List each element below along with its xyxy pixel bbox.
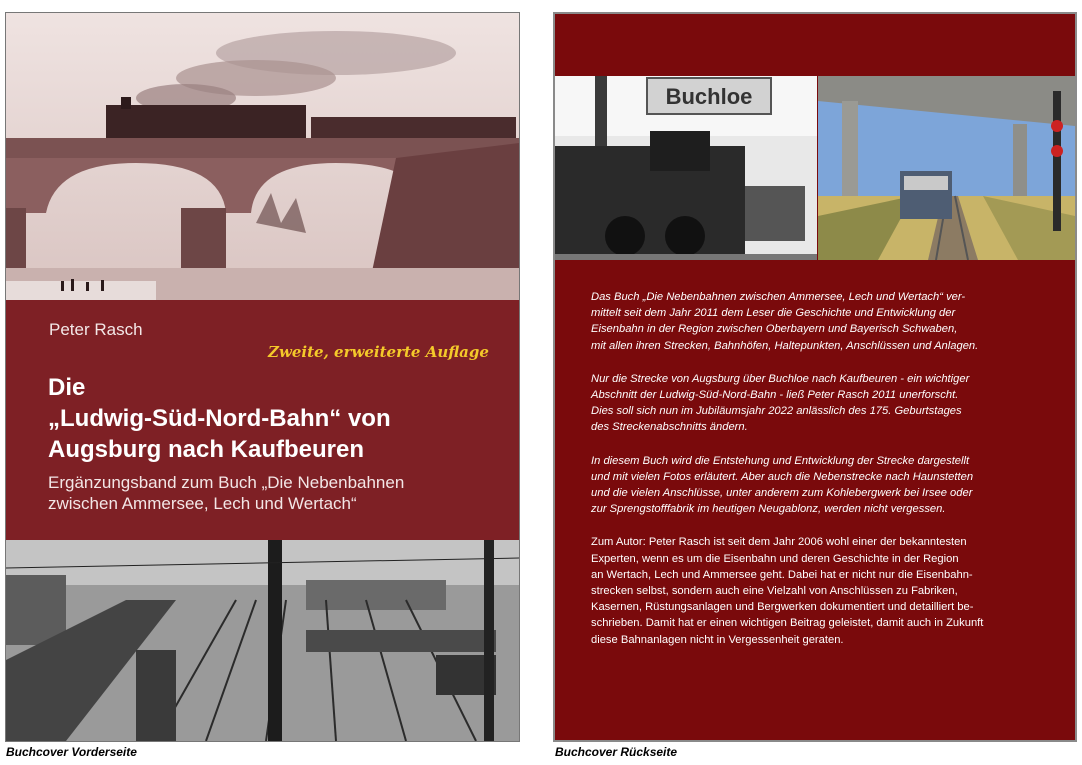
book-title-line: Die [48,374,86,401]
back-cover-text [591,289,1063,665]
back-text-paragraph: In diesem Buch wird die Entstehung und Entwicklung der Strecke dargestellt und mit vielen Fotos erläutert. Aber auch die Nebenstrecke nach Haunstetten und die vielen Anschlüsse, unter anderem zum Kohlebergwerk bei Irsee oder zur Sprengstofffabrik im heutigen Neugablonz, werden nicht vergessen. [591,454,974,516]
book-title-line: Augsburg nach Kaufbeuren [48,436,365,463]
back-text-paragraph: Das Buch „Die Nebenbahnen zwischen Ammersee, Lech und Wertach“ ver- mittelt seit dem Jahr 2011 dem Leser die Geschichte und Entwicklung der Eisenbahn in der Region zwischen Oberbayern und Bayerisch Schwaben, mit allen ihren Strecken, Bahnhöfen, Haltepunkten, Anschlüssen und Anlagen. [591,291,979,352]
author-name: Peter Rasch [49,320,143,339]
book-title [48,372,508,465]
front-cover-caption: Buchcover Vorderseite [6,745,137,759]
book-title-line: „Ludwig-Süd-Nord-Bahn“ von [48,405,391,432]
front-cover-bottom-photo [6,540,519,741]
book-subtitle [48,472,508,514]
front-cover-top-photo [6,13,519,300]
back-text-paragraph: Nur die Strecke von Augsburg über Buchloe nach Kaufbeuren - ein wichtiger Abschnitt der Ludwig-Süd-Nord-Bahn - ließ Peter Rasch 2011 unerforscht. Dies soll sich nun im Jubiläumsjahr 2022 anlässlich des 175. Geburtstages des Streckenabschnitts ändern. [591,372,970,434]
back-cover-right-photo [818,76,1075,260]
station-sign: Buchloe [665,84,753,109]
author-bio-paragraph: Zum Autor: Peter Rasch ist seit dem Jahr 2006 wohl einer der bekanntesten Experten, wenn es um die Eisenbahn und deren Geschichte in der Region an Wertach, Lech und Ammersee geht. Dabei hat er nicht nur die Eisenbahn- strecken selbst, sondern auch eine Vielzahl von Anschlüssen zu Fabriken, Kasernen, Rüstungsanlagen und Bergwerken dokumentiert und detailliert be- schrieben. Damit hat er einen wichtigen Beitrag geleistet, damit auch in Zukunft diese Bahnanlagen nicht in Vergessenheit geraten. [591,536,984,646]
book-subtitle-line: Ergänzungsband zum Buch „Die Nebenbahnen [48,473,405,492]
back-cover-caption: Buchcover Rückseite [555,745,678,759]
book-subtitle-line: zwischen Ammersee, Lech und Wertach“ [48,494,357,513]
back-cover-left-photo [555,76,817,260]
edition-label: Zweite, erweiterte Auflage [268,343,489,361]
front-cover-title-band [6,300,519,540]
back-cover [553,12,1077,742]
front-cover [5,12,520,742]
